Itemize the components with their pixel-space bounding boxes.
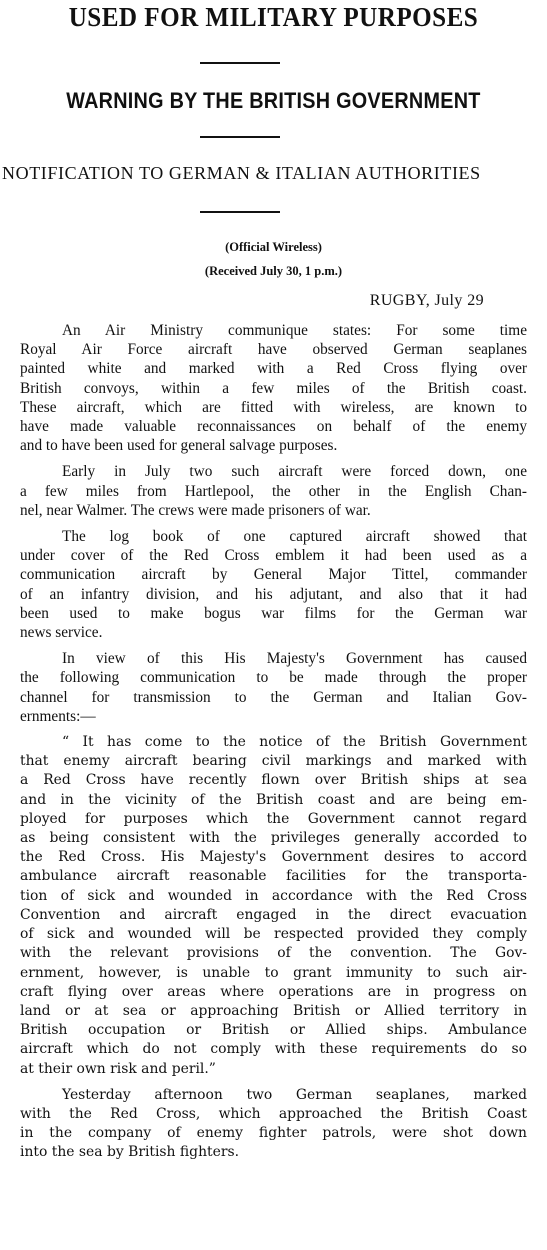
paragraph-line: craft flying over areas where operations are in progress on [20, 983, 527, 1000]
paragraph-line: under cover of the Red Cross emblem it had been used as a [20, 547, 527, 565]
paragraph-line: channel for transmission to the German and Italian Gov- [20, 688, 527, 706]
headline-notification: NOTIFICATION TO GERMAN & ITALIAN AUTHORITIES [2, 163, 481, 183]
paragraph-line: The log book of one captured aircraft showed that [62, 528, 527, 546]
paragraph-line: the following communication to be made through the proper [20, 669, 527, 687]
article-paragraph [20, 527, 527, 642]
paragraph-line: Early in July two such aircraft were forced down, one [62, 463, 527, 481]
paragraph-line: nel, near Walmer. The crews were made prisoners of war. [20, 501, 371, 519]
article-body [20, 321, 527, 1170]
paragraph-line: news service. [20, 624, 103, 642]
paragraph-line: into the sea by British fighters. [20, 1144, 240, 1161]
paragraph-line: a few miles from Hartlepool, the other in the English Chan- [20, 482, 527, 500]
source-line: (Official Wireless) [225, 240, 322, 254]
divider-rule-1 [200, 62, 280, 64]
paragraph-line: ernments:— [20, 707, 96, 725]
paragraph-line: tion of sick and wounded in accordance with the Red Cross [20, 887, 527, 904]
headline-military-purposes: USED FOR MILITARY PURPOSES [68, 2, 479, 32]
paragraph-line: a Red Cross have recently flown over British ships at sea [20, 772, 527, 789]
paragraph-line: with the relevant provisions of the convention. The Gov- [20, 945, 527, 962]
paragraph-line: painted white and marked with a Red Cross flying over [20, 360, 527, 378]
paragraph-line: as being consistent with the privileges generally accorded to [20, 830, 527, 847]
paragraph-line: British occupation or British or Allied ships. Ambulance [20, 1022, 527, 1039]
article-paragraph [20, 321, 527, 455]
headline-warning: WARNING BY THE BRITISH GOVERNMENT [66, 88, 481, 113]
paragraph-line: in the company of enemy fighter patrols, were shot down [20, 1125, 527, 1142]
paragraph-line: and in the vicinity of the British coast and are being em- [20, 791, 527, 808]
paragraph-line: These aircraft, which are fitted with wireless, are known to [20, 398, 527, 416]
paragraph-line: at their own risk and peril.” [20, 1060, 216, 1077]
received-line: (Received July 30, 1 p.m.) [204, 264, 343, 278]
article-paragraph [20, 1086, 527, 1163]
paragraph-line: land or at sea or approaching British or Allied territory in [20, 1002, 527, 1019]
dateline: RUGBY, July 29 [369, 292, 484, 309]
paragraph-line: ernment, however, is unable to grant immunity to such air- [20, 964, 527, 981]
paragraph-line: have made valuable reconnaissances on behalf of the enemy [20, 418, 527, 436]
paragraph-line: the Red Cross. His Majesty's Government desires to accord [20, 849, 527, 866]
paragraph-line: communication aircraft by General Major Tittel, commander [20, 566, 527, 584]
paragraph-line: been used to make bogus war films for the German war [20, 604, 527, 622]
paragraph-line: of an infantry division, and his adjutant, and also that it had [20, 585, 527, 603]
article-paragraph [20, 733, 527, 1079]
paragraph-line: Convention and aircraft engaged in the direct evacuation [20, 906, 527, 923]
paragraph-line: of sick and wounded will be respected provided they comply [20, 926, 527, 943]
article-paragraph [20, 462, 527, 520]
paragraph-line: British convoys, within a few miles of the British coast. [20, 379, 527, 397]
paragraph-line: and to have been used for general salvage purposes. [20, 437, 338, 455]
paragraph-line: “ It has come to the notice of the British Government [62, 734, 527, 751]
divider-rule-3 [200, 211, 280, 213]
paragraph-line: aircraft which do not comply with these requirements do so [20, 1041, 527, 1058]
paragraph-line: with the Red Cross, which approached the British Coast [20, 1105, 527, 1122]
paragraph-line: that enemy aircraft bearing civil markings and marked with [20, 753, 527, 770]
paragraph-line: In view of this His Majesty's Government has caused [62, 650, 527, 668]
paragraph-line: ployed for purposes which the Government cannot regard [20, 810, 527, 827]
paragraph-line: ambulance aircraft reasonable facilities for the transporta- [20, 868, 527, 885]
paragraph-line: Royal Air Force aircraft have observed German seaplanes [20, 341, 527, 359]
paragraph-line: An Air Ministry communique states: For some time [62, 322, 527, 339]
paragraph-line: Yesterday afternoon two German seaplanes, marked [62, 1086, 527, 1103]
article-paragraph [20, 649, 527, 726]
divider-rule-2 [200, 136, 280, 138]
